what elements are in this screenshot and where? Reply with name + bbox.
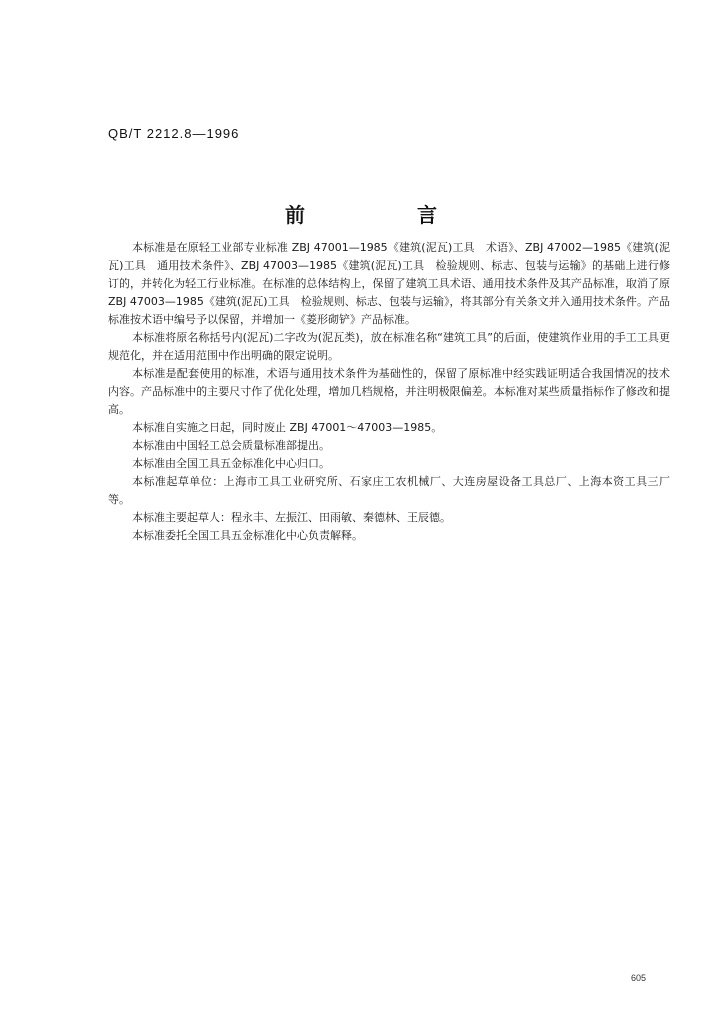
- paragraph-administered-by: 本标准由全国工具五金标准化中心归口。: [132, 457, 330, 470]
- paragraph-proposed-by: 本标准由中国轻工总会质量标准部提出。: [132, 439, 330, 452]
- paragraph-interpretation: 本标准委托全国工具五金标准化中心负责解释。: [132, 529, 363, 542]
- standard-code: QB/T 2212.8—1996: [108, 126, 240, 141]
- paragraph-effective-date: 本标准自实施之日起，同时废止 ZBJ 47001～47003—1985。: [132, 421, 443, 434]
- paragraph-revision-basis: 本标准是在原轻工业部专业标准 ZBJ 47001—1985《建筑(泥瓦)工具 术语》、ZBJ 47002—1985《建筑(泥瓦)工具 通用技术条件》、ZBJ 47003—1985《建筑(泥瓦)工具 检验规则、标志、包装与运输》的基础上进行修订的，并转化为轻工行业标准。在标准的总体结构上，保留了建筑工具术语、通用技术条件及其产品标准，取消了原 ZBJ 47003—1985《建筑(泥瓦)工具 检验规则、标志、包装与运输》，将其部分有关条文并入通用技术条件。产品标准按术语中编号予以保留，并增加一《菱形砌铲》产品标准。: [108, 241, 670, 326]
- paragraph-drafters: 本标准主要起草人：程永丰、左振江、田雨敏、秦德林、王辰德。: [132, 511, 451, 524]
- paragraph-supporting-standards: 本标准是配套使用的标准，术语与通用技术条件为基础性的，保留了原标准中经实践证明适合我国情况的技术内容。产品标准中的主要尺寸作了优化处理，增加几档规格，并注明极限偏差。本标准对某些质量指标作了修改和提高。: [108, 367, 670, 416]
- paragraph-name-change: 本标准将原名称括号内(泥瓦)二字改为(泥瓦类)，放在标准名称“建筑工具”的后面，使建筑作业用的手工工具更规范化，并在适用范围中作出明确的限定说明。: [108, 331, 670, 362]
- paragraph-drafting-units: 本标准起草单位：上海市工具工业研究所、石家庄工农机械厂、大连房屋设备工具总厂、上海本资工具三厂等。: [108, 475, 670, 506]
- body-text: [108, 239, 670, 545]
- page-number: 605: [631, 973, 647, 983]
- page-title: 前 言: [285, 203, 483, 227]
